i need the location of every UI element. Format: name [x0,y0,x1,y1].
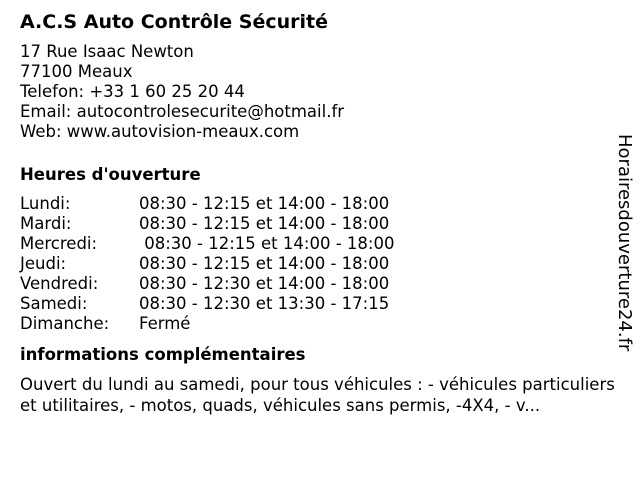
phone-line: Telefon: +33 1 60 25 20 44 [20,82,245,101]
time-value: 08:30 - 12:15 et 14:00 - 18:00 [139,194,390,213]
time-value: 08:30 - 12:15 et 14:00 - 18:00 [139,254,390,273]
time-value: 08:30 - 12:15 et 14:00 - 18:00 [139,234,395,253]
site-watermark: Horairesdouverture24.fr [614,134,635,352]
business-card [20,10,615,416]
opening-hours-table [20,194,610,334]
opening-hours-heading: Heures d'ouverture [20,165,201,184]
web-line: Web: www.autovision-meaux.com [20,122,300,141]
day-label: Dimanche: [20,314,110,333]
hours-row-friday [20,274,610,294]
day-label: Jeudi: [20,254,67,273]
day-label: Samedi: [20,294,88,313]
hours-row-tuesday [20,214,610,234]
time-value: Fermé [139,314,191,333]
hours-row-monday [20,194,610,214]
time-value: 08:30 - 12:30 et 13:30 - 17:15 [139,294,390,313]
address-city: 77100 Meaux [20,62,133,81]
email-line: Email: autocontrolesecurite@hotmail.fr [20,102,345,121]
day-label: Mercredi: [20,234,98,253]
business-name: A.C.S Auto Contrôle Sécurité [20,11,328,33]
additional-info-text: Ouvert du lundi au samedi, pour tous véhicules : - véhicules particuliers et utilitaires, - motos, quads, véhicules sans permis, -4X4, - v... [20,375,615,415]
hours-row-wednesday [20,234,610,254]
hours-row-sunday [20,314,610,334]
day-label: Lundi: [20,194,71,213]
address-street: 17 Rue Isaac Newton [20,42,194,61]
time-value: 08:30 - 12:30 et 14:00 - 18:00 [139,274,390,293]
additional-info-heading: informations complémentaires [20,345,306,364]
hours-row-saturday [20,294,610,314]
day-label: Vendredi: [20,274,99,293]
time-value: 08:30 - 12:15 et 14:00 - 18:00 [139,214,390,233]
hours-row-thursday [20,254,610,274]
day-label: Mardi: [20,214,72,233]
